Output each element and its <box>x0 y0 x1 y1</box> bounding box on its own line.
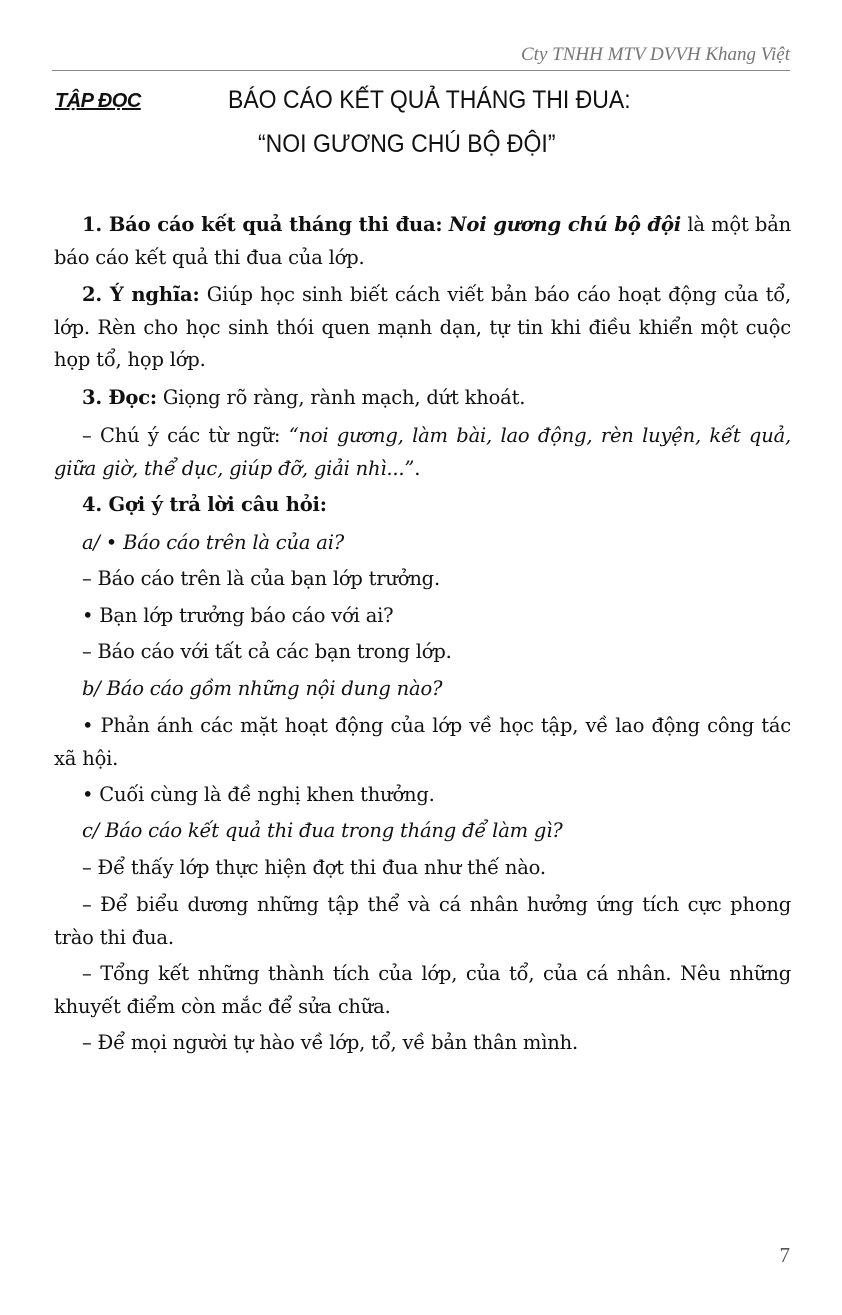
paragraph-1 <box>54 209 791 274</box>
p2-label: 2. Ý nghĩa: <box>82 283 200 306</box>
answer-line: – Báo cáo với tất cả các bạn trong lớp. <box>82 640 452 663</box>
answer-line: c/ Báo cáo kết quả thi đua trong tháng để làm gì? <box>82 819 563 842</box>
answer-line: – Để thấy lớp thực hiện đợt thi đua như thế nào. <box>82 856 546 879</box>
title-line-2: “NOI GƯƠNG CHÚ BỘ ĐỘI” <box>258 130 556 158</box>
paragraph-4 <box>54 420 791 485</box>
p1-label: 1. Báo cáo kết quả tháng thi đua: <box>82 213 443 236</box>
p1-title: Noi gương chú bộ đội <box>448 213 682 236</box>
answer-line: – Để mọi người tự hào về lớp, tổ, về bản thân mình. <box>82 1031 578 1054</box>
p4-words: “noi gương, làm bài, lao động, rèn luyện, kết quả, giữa giờ, thể dục, giúp đỡ, giải nhì...” <box>54 424 791 480</box>
lesson-label: TẬP ĐỌC <box>55 90 141 112</box>
answer-line: • Cuối cùng là đề nghị khen thưởng. <box>82 783 435 806</box>
p4-text: – Chú ý các từ ngữ: <box>82 424 289 447</box>
answer-line: a/ • Báo cáo trên là của ai? <box>82 531 345 554</box>
running-header: Cty TNHH MTV DVVH Khang Việt <box>521 44 790 65</box>
answer-line: • Phản ánh các mặt hoạt động của lớp về học tập, về lao động công tác xã hội. <box>54 714 791 770</box>
page-number: 7 <box>779 1243 790 1267</box>
title-line-1: BÁO CÁO KẾT QUẢ THÁNG THI ĐUA: <box>228 86 631 114</box>
answer-line: – Tổng kết những thành tích của lớp, của tổ, của cá nhân. Nêu những khuyết điểm còn mắc để sửa chữa. <box>54 962 791 1018</box>
header-divider <box>52 70 790 71</box>
section-4-heading: 4. Gợi ý trả lời câu hỏi: <box>82 493 327 516</box>
p4-end: . <box>414 456 421 480</box>
p1-text: là một bản báo cáo kết quả thi đua của lớp. <box>54 213 791 269</box>
answer-line: – Để biểu dương những tập thể và cá nhân hưởng ứng tích cực phong trào thi đua. <box>54 893 791 949</box>
answer-line: • Bạn lớp trưởng báo cáo với ai? <box>82 604 394 627</box>
answer-line: b/ Báo cáo gồm những nội dung nào? <box>82 677 443 700</box>
p3-text: Giọng rõ ràng, rành mạch, dứt khoát. <box>156 386 526 409</box>
paragraph-3 <box>54 382 791 415</box>
answer-line: – Báo cáo trên là của bạn lớp trưởng. <box>82 567 440 590</box>
p2-text: Giúp học sinh biết cách viết bản báo cáo hoạt động của tổ, lớp. Rèn cho học sinh thói quen mạnh dạn, tự tin khi điều khiển một cuộc họp tổ, họp lớp. <box>54 283 792 371</box>
paragraph-2 <box>54 279 791 377</box>
p3-label: 3. Đọc: <box>82 386 157 409</box>
